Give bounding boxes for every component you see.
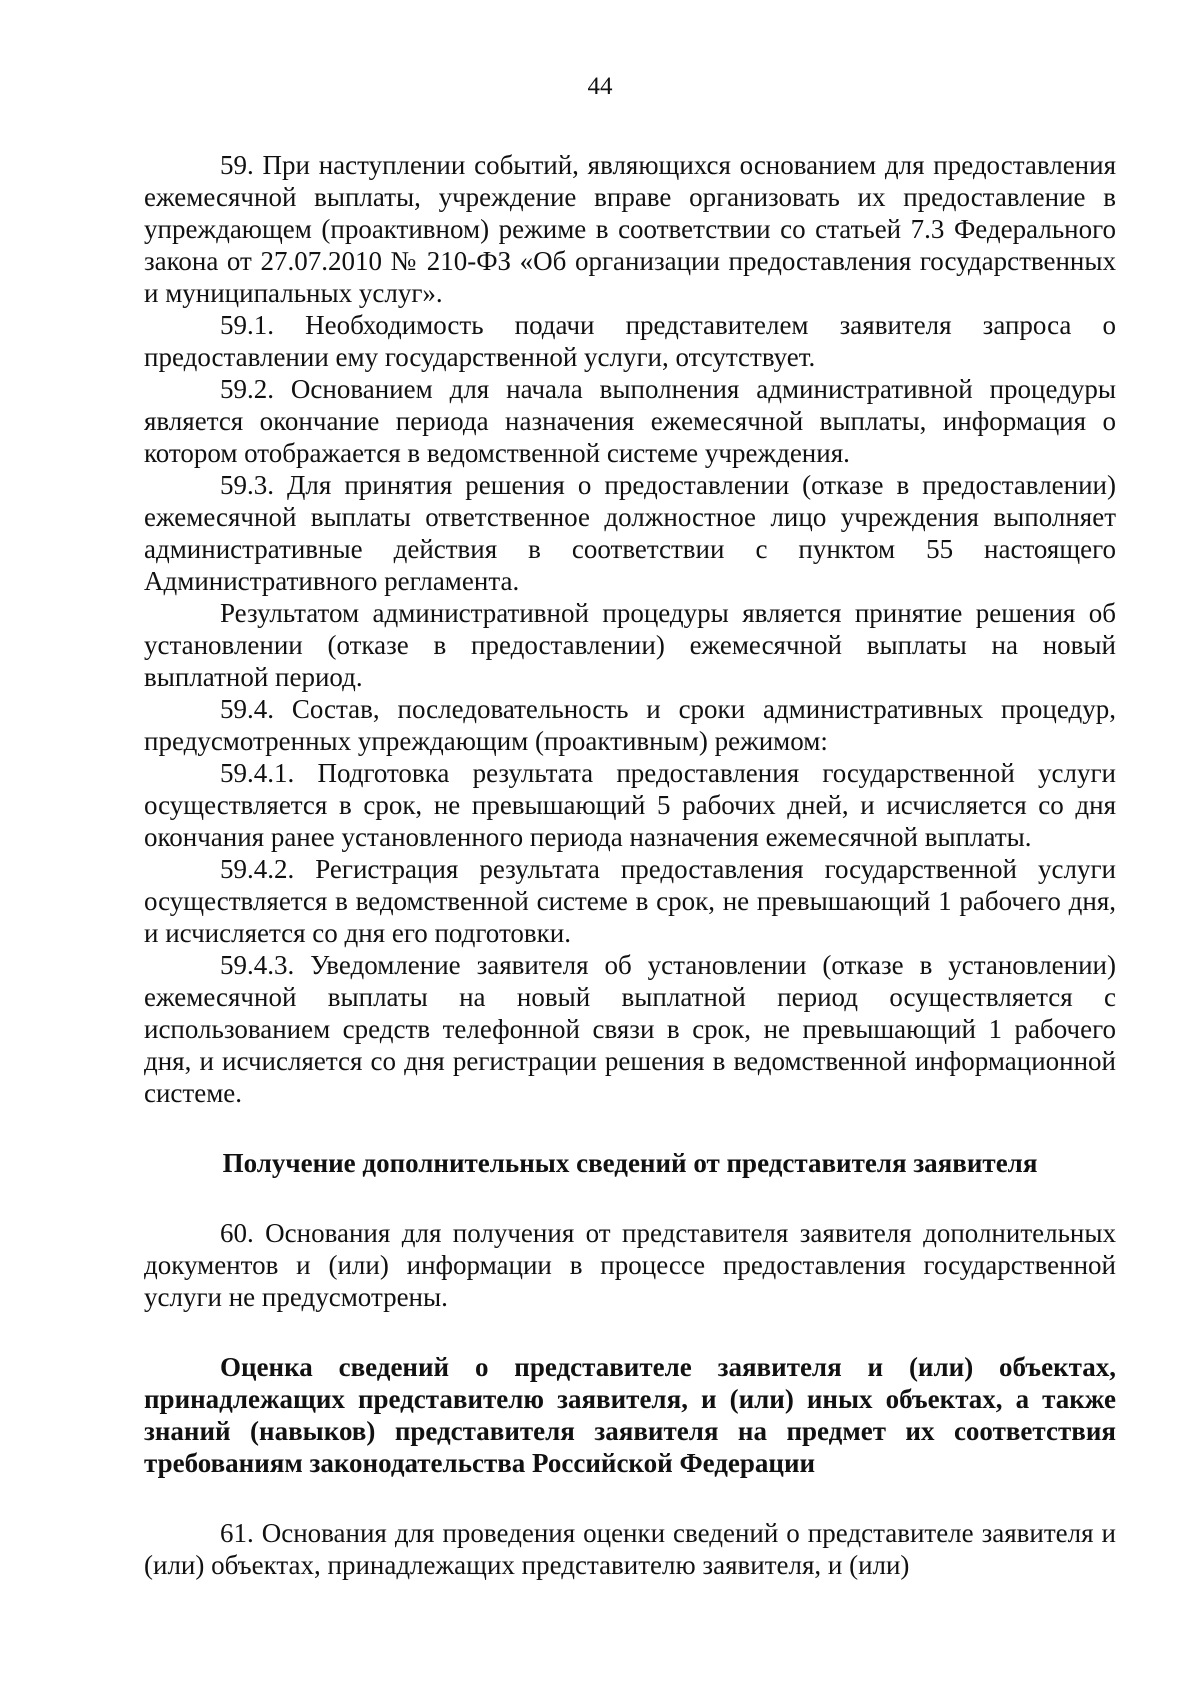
paragraph-59-4: 59.4. Состав, последовательность и сроки административных процедур, предусмотренных упреждающим (проактивным) режимом: xyxy=(144,694,1116,756)
page-number: 44 xyxy=(587,73,613,100)
paragraph-61: 61. Основания для проведения оценки сведений о представителе заявителя и (или) объектах, принадлежащих представителю заявителя, и (или) xyxy=(144,1518,1116,1580)
paragraph-60: 60. Основания для получения от представителя заявителя дополнительных документов и (или) информации в процессе предоставления государственной услуги не предусмотрены. xyxy=(144,1218,1116,1312)
document-body xyxy=(144,149,1116,1581)
paragraph-59-2: 59.2. Основанием для начала выполнения административной процедуры является окончание периода назначения ежемесячной выплаты, информация о котором отображается в ведомственной системе учреждения. xyxy=(144,374,1116,468)
paragraph-59: 59. При наступлении событий, являющихся основанием для предоставления ежемесячной выплаты, учреждение вправе организовать их предоставление в упреждающем (проактивном) режиме в соответствии со статьей 7.3 Федерального закона от 27.07.2010 № 210-ФЗ «Об организации предоставления государственных и муниципальных услуг». xyxy=(144,150,1116,308)
paragraph-59-4-3: 59.4.3. Уведомление заявителя об установлении (отказе в установлении) ежемесячной выплаты на новый выплатной период осуществляется с использованием средств телефонной связи в срок, не превышающий 1 рабочего дня, и исчисляется со дня регистрации решения в ведомственной информационной системе. xyxy=(144,950,1116,1108)
section-heading-assessment: Оценка сведений о представителе заявителя и (или) объектах, принадлежащих представителю заявителя, и (или) иных объектах, а также знаний (навыков) представителя заявителя на предмет их соответствия требованиям законодательства Российской Федерации xyxy=(144,1352,1116,1478)
paragraph-59-4-2: 59.4.2. Регистрация результата предоставления государственной услуги осуществляется в ведомственной системе в срок, не превышающий 1 рабочего дня, и исчисляется со дня его подготовки. xyxy=(144,854,1116,948)
paragraph-59-4-1: 59.4.1. Подготовка результата предоставления государственной услуги осуществляется в срок, не превышающий 5 рабочих дней, и исчисляется со дня окончания ранее установленного периода назначения ежемесячной выплаты. xyxy=(144,758,1116,852)
section-heading-additional-info: Получение дополнительных сведений от представителя заявителя xyxy=(222,1148,1038,1178)
paragraph-59-1: 59.1. Необходимость подачи представителем заявителя запроса о предоставлении ему государственной услуги, отсутствует. xyxy=(144,310,1116,372)
paragraph-59-3: 59.3. Для принятия решения о предоставлении (отказе в предоставлении) ежемесячной выплаты ответственное должностное лицо учреждения выполняет административные действия в соответствии с пунктом 55 настоящего Административного регламента. xyxy=(144,470,1116,596)
paragraph-result: Результатом административной процедуры является принятие решения об установлении (отказе в предоставлении) ежемесячной выплаты на новый выплатной период. xyxy=(144,598,1116,692)
